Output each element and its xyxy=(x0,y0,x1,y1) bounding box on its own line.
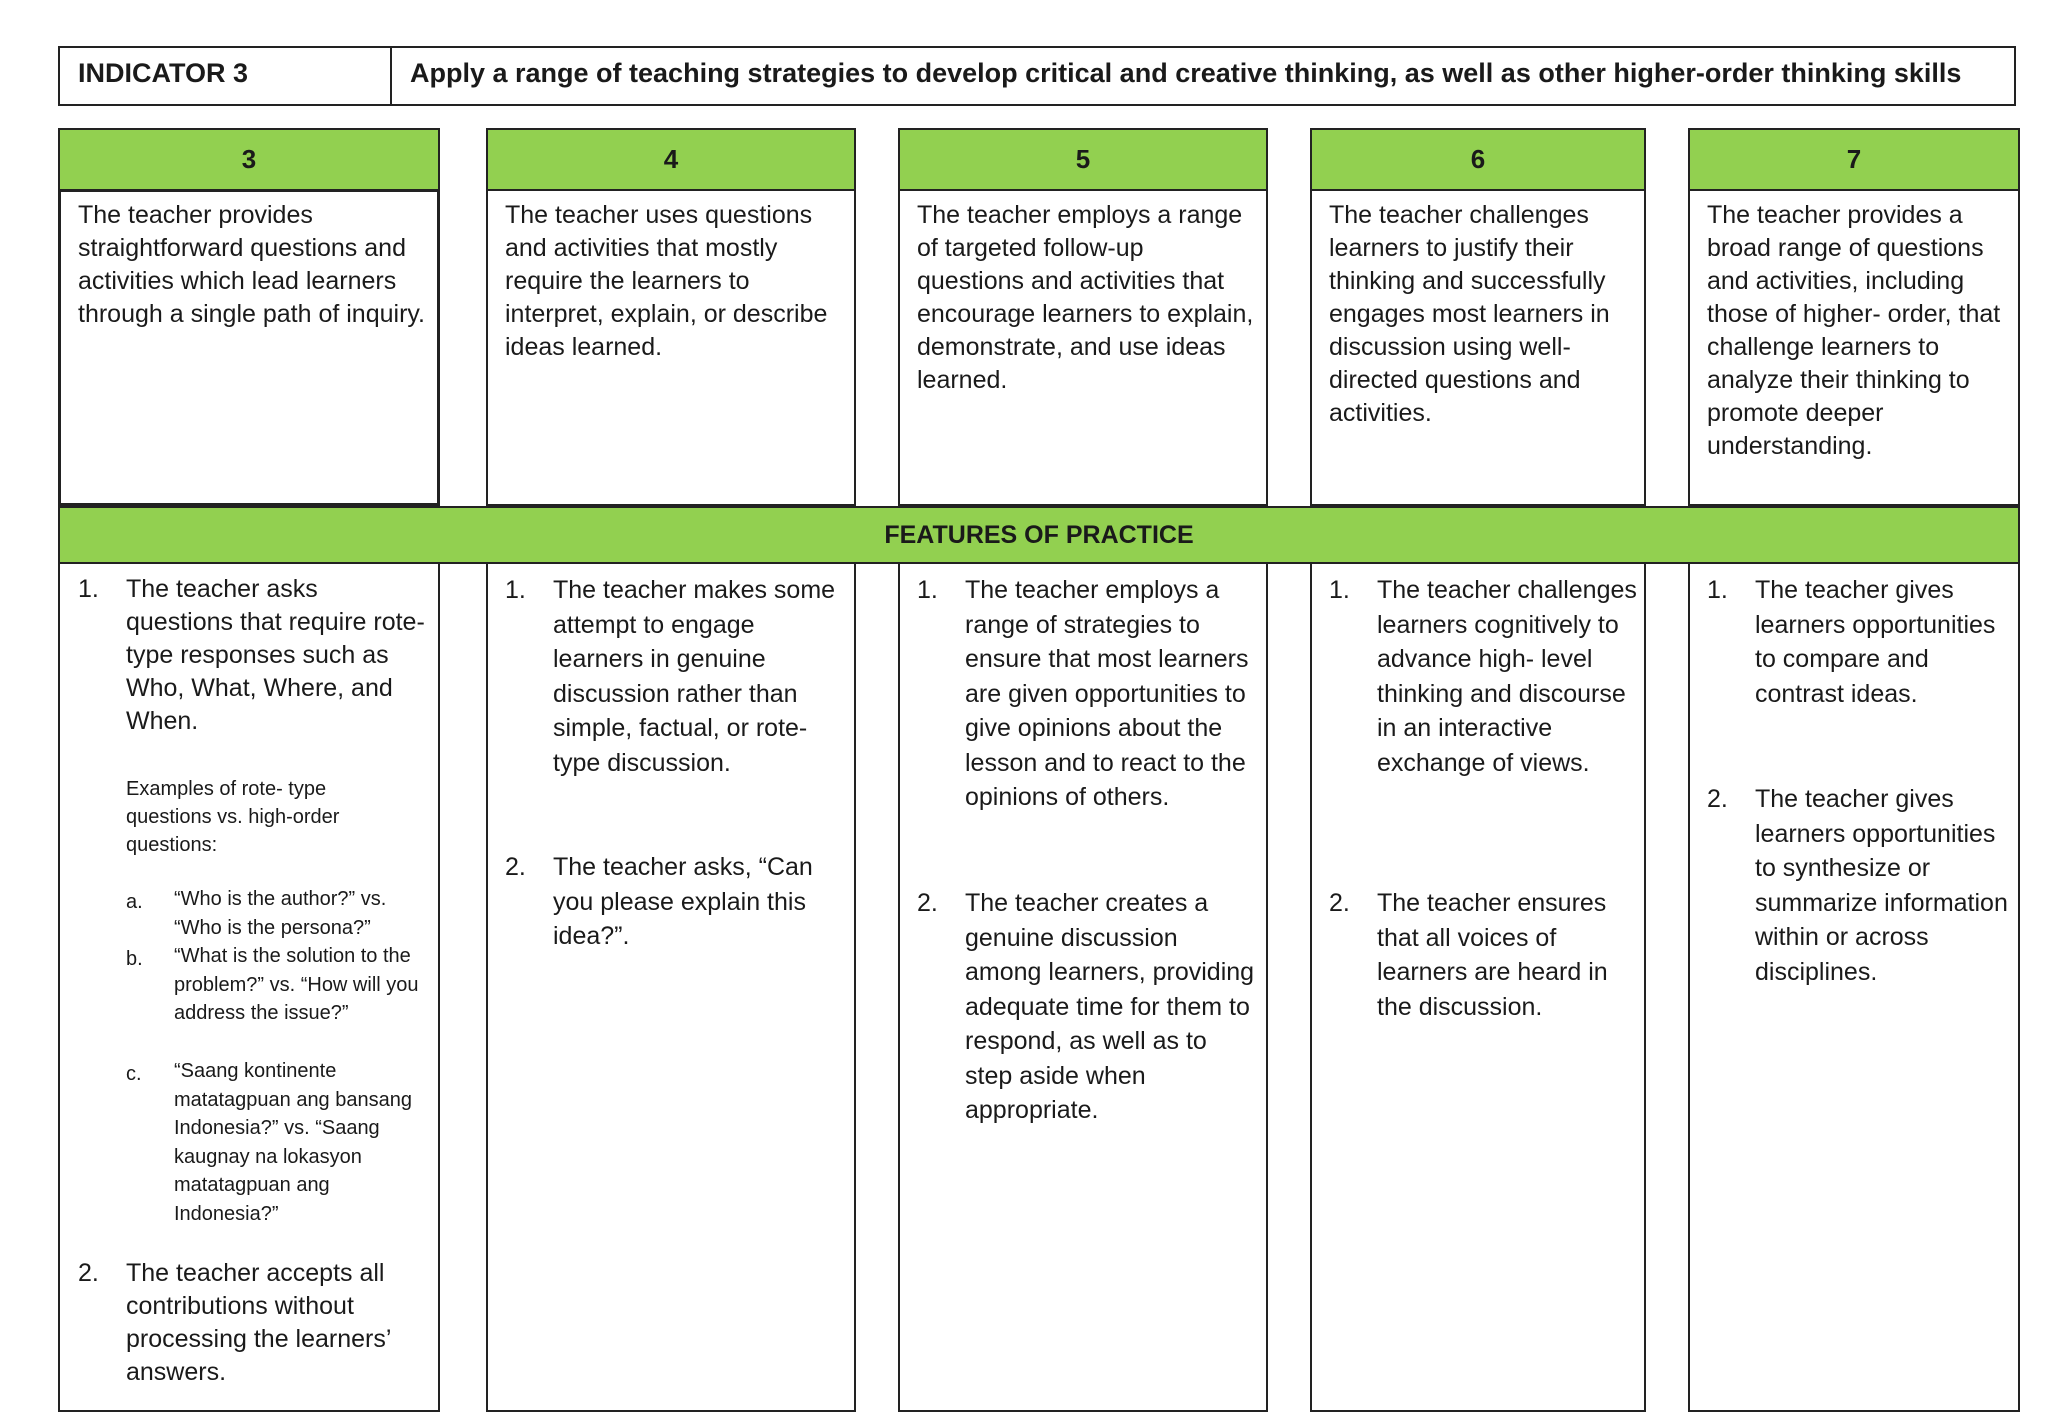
feature-6-item-2-number: 2. xyxy=(1329,889,1350,917)
feature-4-item-2-text: The teacher asks, “Can you please explain this idea?”. xyxy=(553,853,813,950)
level-7-description: The teacher provides a broad range of questions and activities, including those of higher- order, that challenge learners to analyze their thinking to promote deeper understanding. xyxy=(1707,201,2001,460)
feature-4-item-2-number: 2. xyxy=(505,853,526,881)
feature-7-item-1-text: The teacher gives learners opportunities to compare and contrast ideas. xyxy=(1755,576,1996,708)
feature-5-item-1-text: The teacher employs a range of strategies to ensure that most learners are given opportunities to give opinions about the lesson and to react to the opinions of others. xyxy=(965,576,1249,811)
feature-5-item-1-number: 1. xyxy=(917,576,938,604)
feature-3-examples-intro: Examples of rote- type questions vs. high-order questions: xyxy=(126,778,340,856)
example-c-text: “Saang kontinente matatagpuan ang bansang Indonesia?” vs. “Saang kaugnay na lokasyon matatagpuan ang Indonesia?” xyxy=(174,1060,412,1225)
feature-4-item-1-number: 1. xyxy=(505,576,526,604)
feature-7-item-2-number: 2. xyxy=(1707,785,1728,813)
feature-5-item-2-number: 2. xyxy=(917,889,938,917)
feature-6-item-1-text: The teacher challenges learners cognitively to advance high- level thinking and discourse in an interactive exchange of views. xyxy=(1377,576,1637,777)
feature-6-item-2-text: The teacher ensures that all voices of learners are heard in the discussion. xyxy=(1377,889,1608,1021)
feature-3-item-1-text: The teacher asks questions that require rote-type responses such as Who, What, Where, and When. xyxy=(126,575,425,735)
example-a-letter: a. xyxy=(126,891,143,913)
feature-3-item-2-text: The teacher accepts all contributions without processing the learners’ answers. xyxy=(126,1259,391,1386)
feature-5-item-2-text: The teacher creates a genuine discussion among learners, providing adequate time for them to respond, as well as to step aside when appropriate. xyxy=(965,889,1255,1124)
level-5-header: 5 xyxy=(898,128,1268,189)
level-6-description: The teacher challenges learners to justify their thinking and successfully engages most learners in discussion using well-directed questions and activities. xyxy=(1329,201,1610,427)
level-3-header: 3 xyxy=(58,128,440,189)
level-6-header: 6 xyxy=(1310,128,1646,189)
level-4-description: The teacher uses questions and activities that mostly require the learners to interpret, explain, or describe ideas learned. xyxy=(505,201,828,361)
indicator-divider xyxy=(390,46,392,106)
feature-4-item-1-text: The teacher makes some attempt to engage learners in genuine discussion rather than simple, factual, or rote- type discussion. xyxy=(553,576,836,777)
level-7-header: 7 xyxy=(1688,128,2020,189)
feature-3-item-1-number: 1. xyxy=(78,575,99,603)
feature-3-item-2-number: 2. xyxy=(78,1259,99,1287)
feature-7-item-2-text: The teacher gives learners opportunities to synthesize or summarize information within or across disciplines. xyxy=(1755,785,2008,986)
features-heading: FEATURES OF PRACTICE xyxy=(58,506,2020,564)
indicator-label: INDICATOR 3 xyxy=(78,58,249,88)
example-b-letter: b. xyxy=(126,948,143,970)
level-5-description: The teacher employs a range of targeted follow-up questions and activities that encourage learners to explain, demonstrate, and use ideas learned. xyxy=(917,201,1254,394)
feature-6-item-1-number: 1. xyxy=(1329,576,1350,604)
feature-7-item-1-number: 1. xyxy=(1707,576,1728,604)
level-3-description: The teacher provides straightforward questions and activities which lead learners through a single path of inquiry. xyxy=(78,201,425,328)
level-4-header: 4 xyxy=(486,128,856,189)
example-c-letter: c. xyxy=(126,1063,142,1085)
example-b-text: “What is the solution to the problem?” vs. “How will you address the issue?” xyxy=(174,945,419,1024)
indicator-title: Apply a range of teaching strategies to develop critical and creative thinking, as well as other higher-order thinking skills xyxy=(410,58,1962,88)
example-a-text: “Who is the author?” vs. “Who is the persona?” xyxy=(174,888,387,939)
